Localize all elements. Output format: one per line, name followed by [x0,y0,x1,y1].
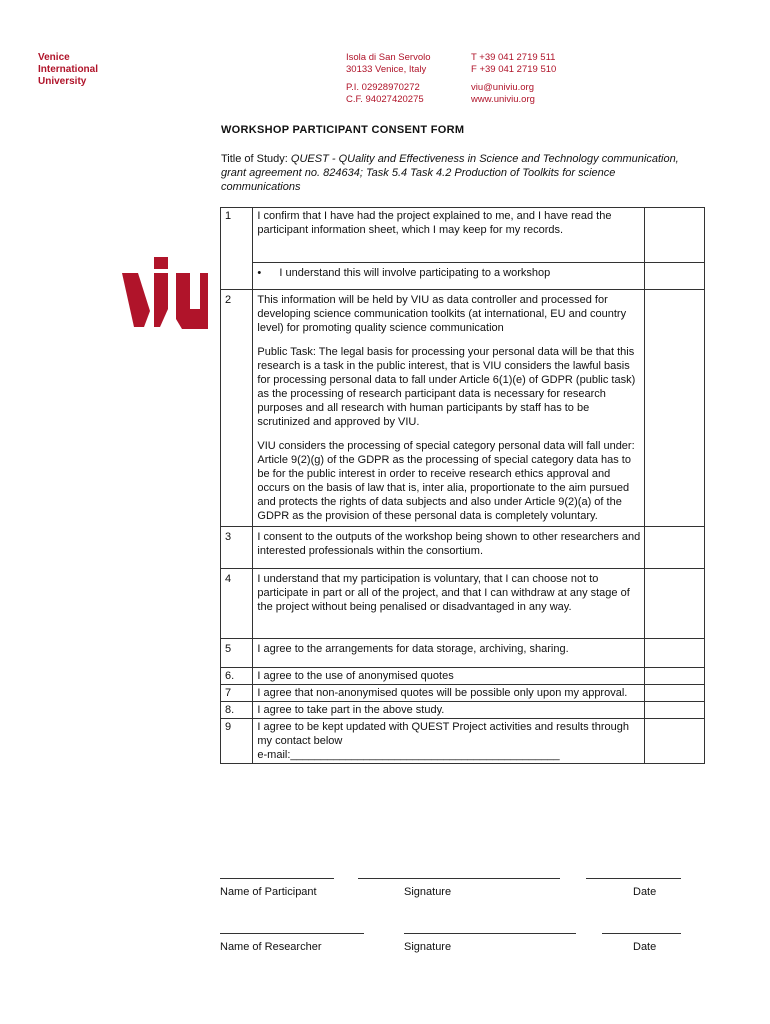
initials-box[interactable] [645,263,705,290]
email-address: viu@univiu.org [471,82,534,93]
logo-line: University [38,76,87,87]
consent-statement [253,719,645,764]
item-number: 7 [221,685,253,702]
study-label: Title of Study: [221,153,291,165]
participant-name-label: Name of Participant [220,886,317,898]
consent-statement: I agree to take part in the above study. [253,702,645,719]
viu-logo-icon [120,255,210,331]
researcher-name-label: Name of Researcher [220,941,322,953]
initials-box[interactable] [645,702,705,719]
initials-box[interactable] [645,527,705,569]
researcher-signature-label: Signature [404,941,452,953]
bullet-text: I understand this will involve participating to a workshop [279,267,551,279]
participant-signature-row [220,878,682,908]
table-row [221,639,705,668]
address-line: 30133 Venice, Italy [346,64,427,75]
initials-box[interactable] [645,719,705,764]
consent-statement: I consent to the outputs of the workshop being shown to other researchers and interested professionals within the consortium. [253,527,645,569]
item-number: 1 [221,208,253,290]
address-column [346,52,431,106]
table-row [221,527,705,569]
vat-number: P.I. 02928970272 [346,82,420,93]
participant-signature-label: Signature [404,886,452,898]
item-number: 5 [221,639,253,668]
statement-paragraph: Public Task: The legal basis for processing your personal data will be that this research is a task in the public interest, that is VIU considers the lawful basis for processing personal data to fall under Article 6(1)(e) of GDPR (public task) as the processing of research participant data is necessary for research purposes and all research with human participants by staff has to be scrutinized and approved by VIU. [257,346,636,428]
initials-box[interactable] [645,639,705,668]
statement-paragraph: VIU considers the processing of special category personal data will fall under: Article 9(2)(g) of the GDPR as the processing of special category data has to be for the public interest in order to receive research ethics approval and occurs on the basis of law that is, inter alia, proportionate to the aim pursued and protects the rights of data subjects and also under Article 9(2)(a) of the GDPR as the provision of these personal data is completely voluntary. [257,440,635,522]
researcher-signature-line[interactable] [404,933,576,934]
initials-box[interactable] [645,569,705,639]
table-row [221,719,705,764]
university-logo-text [38,52,98,88]
participant-signature-line[interactable] [358,878,560,879]
item-number: 6. [221,668,253,685]
participant-name-line[interactable] [220,878,334,879]
table-row [221,702,705,719]
initials-box[interactable] [645,685,705,702]
bullet-icon: • [257,267,262,279]
item-number: 4 [221,569,253,639]
item-number: 3 [221,527,253,569]
address-line: Isola di San Servolo [346,52,431,63]
participant-date-label: Date [633,886,657,898]
consent-statement: I confirm that I have had the project explained to me, and I have read the participant information sheet, which I may keep for my records. [253,208,645,263]
researcher-signature-row [220,933,682,963]
email-field[interactable]: e-mail:____________________________________________ [257,749,560,761]
statement-paragraph: This information will be held by VIU as data controller and processed for developing science communication toolkits (at international, EU and country level) for promoting quality science communication [257,294,627,334]
table-row [221,668,705,685]
researcher-date-line[interactable] [602,933,681,934]
initials-box[interactable] [645,668,705,685]
form-title: WORKSHOP PARTICIPANT CONSENT FORM [221,124,465,136]
website-url: www.univiu.org [471,94,535,105]
consent-statement: I agree to the use of anonymised quotes [253,668,645,685]
consent-statement: I agree that non-anonymised quotes will be possible only upon my approval. [253,685,645,702]
table-row [221,569,705,639]
consent-statement [253,290,645,527]
logo-line: Venice [38,52,70,63]
table-row [221,208,705,263]
phone-number: T +39 041 2719 511 [471,52,556,63]
researcher-name-line[interactable] [220,933,364,934]
initials-box[interactable] [645,208,705,263]
item-number: 2 [221,290,253,527]
statement-text: I agree to be kept updated with QUEST Project activities and results through my contact below [257,721,629,747]
item-number: 8. [221,702,253,719]
study-title-block [221,152,691,194]
table-row [221,290,705,527]
initials-box[interactable] [645,290,705,527]
contact-column [471,52,556,106]
fax-number: F +39 041 2719 510 [471,64,557,75]
participant-date-line[interactable] [586,878,681,879]
table-row [221,685,705,702]
logo-line: International [38,64,99,75]
consent-statement-bullet [253,263,645,290]
consent-statement: I understand that my participation is voluntary, that I can choose not to participate in part or all of the project, and that I can withdraw at any stage of the project without being penalised or disadvantaged in any way. [253,569,645,639]
tax-code: C.F. 94027420275 [346,94,424,105]
study-title: QUEST - QUality and Effectiveness in Science and Technology communication, grant agreement no. 824634; Task 5.4 Task 4.2 Production of Toolkits for science communications [221,153,679,193]
consent-statement: I agree to the arrangements for data storage, archiving, sharing. [253,639,645,668]
researcher-date-label: Date [633,941,657,953]
table-row [221,263,705,290]
item-number: 9 [221,719,253,764]
consent-table [220,207,705,764]
